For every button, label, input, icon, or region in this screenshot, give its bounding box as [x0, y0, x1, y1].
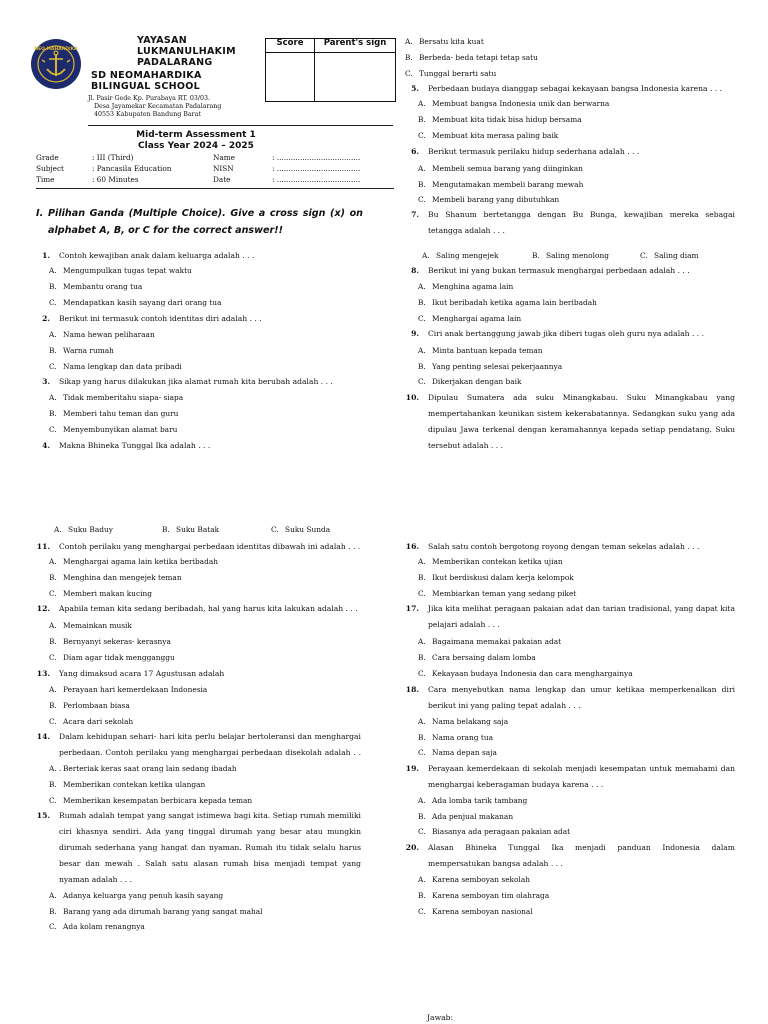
- option-letter: C.: [640, 251, 648, 260]
- option-text: Nama orang tua: [432, 733, 494, 742]
- option-letter: A.: [49, 621, 57, 630]
- question-number: 19.: [405, 764, 419, 773]
- option-text: Suku Batak: [176, 525, 220, 534]
- option-letter: A.: [49, 891, 57, 900]
- option-text: Suku Sunda: [285, 525, 331, 534]
- option-letter: A.: [418, 346, 426, 355]
- option-text: Membuat kita merasa paling baik: [432, 131, 559, 140]
- question-number: 1.: [42, 251, 50, 260]
- option-letter: C.: [418, 669, 426, 678]
- option-letter: A.: [418, 557, 426, 566]
- question-text: Contoh kewajiban anak dalam keluarga adalah . . .: [59, 251, 255, 260]
- option-letter: B.: [49, 701, 57, 710]
- option-letter: B.: [418, 891, 426, 900]
- option-text: Saling menolong: [546, 251, 609, 260]
- option-text: Memberikan contekan ketika ujian: [432, 557, 563, 566]
- question-number: 12.: [36, 604, 50, 613]
- option-letter: A.: [418, 637, 426, 646]
- option-letter: C.: [418, 131, 426, 140]
- option-text: Menghina agama lain: [432, 282, 514, 291]
- option-letter: C.: [49, 796, 57, 805]
- option-letter: C.: [49, 362, 57, 371]
- option-text: Memberikan contekan ketika ulangan: [63, 780, 206, 789]
- option-text: Memainkan musik: [63, 621, 132, 630]
- option-text: Tidak memberitahu siapa- siapa: [63, 393, 184, 402]
- option-text: Membeli barang yang dibutuhkan: [432, 195, 560, 204]
- question-text: Contoh perilaku yang menghargai perbedaan identitas dibawah ini adalah . . .: [59, 542, 361, 551]
- option-text: Ikut berdiskusi dalam kerja kelompok: [432, 573, 574, 582]
- option-letter: C.: [405, 69, 413, 78]
- section-title: I. Pilihan Ganda (Multiple Choice). Give a cross sign (x) on alphabet A, B, or C for the correct answer!!: [36, 208, 363, 236]
- option-letter: A.: [422, 251, 430, 260]
- score-label: Score: [266, 39, 315, 53]
- question-number: 17.: [405, 604, 419, 613]
- option-text: Ada lomba tarik tambang: [432, 796, 528, 805]
- option-letter: C.: [49, 425, 57, 434]
- student-info: Grade : III (Third) Name : .................................... Subject : Pancasila Education NISN : .................................... Time : 60 Minutes Date : ....................................: [36, 153, 361, 184]
- option-text: Nama depan saja: [432, 748, 497, 757]
- question-number: 18.: [405, 685, 419, 694]
- option-letter: B.: [162, 525, 170, 534]
- option-letter: C.: [49, 922, 57, 931]
- question-text: Makna Bhineka Tunggal Ika adalah . . .: [59, 441, 211, 450]
- option-text: Tunggal berarti satu: [419, 69, 497, 78]
- option-text: Mendapatkan kasih sayang dari orang tua: [63, 298, 222, 307]
- question-text: Perayaan kemerdekaan di sekolah menjadi kesempatan untuk memahami dan menghargai keberagaman budaya karena . . .: [428, 764, 735, 789]
- option-text: Biasanya ada peragaan pakaian adat: [432, 827, 571, 836]
- option-text: Memberi tahu teman dan guru: [63, 409, 179, 418]
- option-letter: A.: [418, 875, 426, 884]
- option-text: Acara dari sekolah: [63, 717, 134, 726]
- option-letter: C.: [418, 907, 426, 916]
- option-letter: A.: [49, 764, 57, 773]
- question-number: 20.: [405, 843, 419, 852]
- question-number: 16.: [405, 542, 419, 551]
- option-letter: A.: [418, 282, 426, 291]
- option-text: Bersatu kita kuat: [419, 37, 484, 46]
- option-letter: B.: [49, 907, 57, 916]
- question-number: 7.: [411, 210, 419, 219]
- info-divider: [36, 188, 394, 189]
- option-letter: B.: [418, 733, 426, 742]
- logo-text: NEO MAHARDIKA: [34, 47, 78, 52]
- option-text: Ada penjual makanan: [432, 812, 514, 821]
- option-text: Nama hewan peliharaan: [63, 330, 155, 339]
- option-letter: B.: [49, 573, 57, 582]
- question-text: Apabila teman kita sedang beribadah, hal yang harus kita lakukan adalah . . .: [59, 604, 358, 613]
- option-letter: C.: [418, 195, 426, 204]
- option-text: Diam agar tidak mengganggu: [63, 653, 175, 662]
- option-text: Karena semboyan sekolah: [432, 875, 531, 884]
- school-address: Jl. Pasir Gede Kp. Purabaya RT. 03/03. Desa Jayamekar Kecamatan Padalarang 40553 Kabupaten Bandung Barat: [88, 95, 222, 119]
- parent-sign-label: Parent's sign: [315, 39, 396, 53]
- question-text: Alasan Bhineka Tunggal Ika menjadi panduan Indonesia dalam mempersatukan bangsa adalah . . .: [428, 843, 735, 868]
- option-text: Nama belakang saja: [432, 717, 509, 726]
- option-letter: C.: [418, 827, 426, 836]
- question-text: Rumah adalah tempat yang sangat istimewa bagi kita. Setiap rumah memiliki ciri khasnya sendiri. Ada yang tinggal dirumah yang besar atau mungkin dirumah sederhana yang hangat dan nyaman. Rumah itu tidak selalu harus besar dan mewah . Salah satu alasan rumah bisa menjadi tempat yang nyaman adalah . . .: [59, 811, 361, 884]
- option-text: Berteriak keras saat orang lain sedang ibadah: [63, 764, 237, 773]
- option-text: Dikerjakan dengan baik: [432, 377, 522, 386]
- option-text: Bagaimana memakai pakaian adat: [432, 637, 562, 646]
- option-text: Menghargai agama lain ketika beribadah: [63, 557, 218, 566]
- option-text: Membantu orang tua: [63, 282, 143, 291]
- question-text: Perbedaan budaya dianggap sebagai kekayaan bangsa Indonesia karena . . .: [428, 84, 723, 93]
- option-letter: A.: [49, 685, 57, 694]
- question-text: Bu Shanum bertetangga dengan Bu Bunga, kewajiban mereka sebagai tetangga adalah . . .: [428, 210, 735, 235]
- nisn-field[interactable]: : ....................................: [272, 164, 361, 173]
- option-letter: C.: [418, 377, 426, 386]
- option-text: Barang yang ada dirumah barang yang sangat mahal: [63, 907, 263, 916]
- question-text: Salah satu contoh bergotong royong dengan teman sekelas adalah . . .: [428, 542, 700, 551]
- option-text: Membeli semua barang yang diinginkan: [432, 164, 583, 173]
- date-field[interactable]: : ....................................: [272, 175, 361, 184]
- option-text: Minta bantuan kepada teman: [432, 346, 543, 355]
- option-text: Bernyanyi sekeras- kerasnya: [63, 637, 171, 646]
- option-text: Warna rumah: [63, 346, 114, 355]
- option-text: Mengumpulkan tugas tepat waktu: [63, 266, 192, 275]
- option-letter: B.: [418, 573, 426, 582]
- question-text: Dipulau Sumatera ada suku Minangkabau. Suku Minangkabau yang mempertahankan keunikan sistem kekerabatannya. Sedangkan suku yang ada dipulau Jawa terkenal dengan keramahannya kepada setiap pendatang. Suku tersebut adalah . . .: [428, 393, 735, 450]
- foundation-name: YAYASAN LUKMANULHAKIM PADALARANG: [137, 35, 236, 68]
- option-text: Menghargai agama lain: [432, 314, 522, 323]
- option-text: Membuat bangsa Indonesia unik dan berwarna: [432, 99, 610, 108]
- option-text: Menghina dan mengejek teman: [63, 573, 182, 582]
- option-letter: C.: [418, 748, 426, 757]
- option-letter: B.: [49, 637, 57, 646]
- question-text: Jika kita melihat peragaan pakaian adat dan tarian tradisional, yang dapat kita pelajari adalah . . .: [428, 604, 735, 629]
- option-letter: A.: [405, 37, 413, 46]
- option-text: Ada kolam renangnya: [63, 922, 145, 931]
- question-text: Ciri anak bertanggung jawab jika diberi tugas oleh guru nya adalah . . .: [428, 329, 705, 338]
- question-number: 8.: [411, 266, 419, 275]
- option-letter: B.: [418, 653, 426, 662]
- option-text: Memberi makan kucing: [63, 589, 152, 598]
- score-box: [265, 38, 396, 102]
- option-letter: B.: [49, 346, 57, 355]
- question-text: Cara menyebutkan nama lengkap dan umur ketikaa memperkenalkan diri berikut ini yang paling tepat adalah . . .: [428, 685, 735, 710]
- question-number: 5.: [411, 84, 419, 93]
- option-text: Nama lengkap dan data pribadi: [63, 362, 182, 371]
- option-text: Mengutamakan membeli barang mewah: [432, 180, 584, 189]
- option-text: Memberikan kesempatan berbicara kepada teman: [63, 796, 253, 805]
- option-letter: A.: [49, 266, 57, 275]
- question-number: 11.: [36, 542, 50, 551]
- option-text: Berbeda- beda tetapi tetap satu: [419, 53, 538, 62]
- question-text: Sikap yang harus dilakukan jika alamat rumah kita berubah adalah . . .: [59, 377, 333, 386]
- exam-title: Mid-term Assessment 1 Class Year 2024 – 2025: [136, 130, 256, 151]
- option-letter: C.: [49, 653, 57, 662]
- option-text: Adanya keluarga yang penuh kasih sayang: [63, 891, 224, 900]
- option-letter: A.: [418, 99, 426, 108]
- option-letter: B.: [418, 812, 426, 821]
- option-text: Suku Baduy: [68, 525, 113, 534]
- option-letter: B.: [405, 53, 413, 62]
- question-number: 6.: [411, 147, 419, 156]
- score-field[interactable]: [266, 53, 315, 102]
- option-letter: A.: [49, 393, 57, 402]
- option-letter: A.: [418, 796, 426, 805]
- option-letter: A.: [49, 330, 57, 339]
- option-text: Cara bersaing dalam lomba: [432, 653, 536, 662]
- header-divider: [88, 125, 393, 126]
- option-letter: A.: [418, 717, 426, 726]
- option-letter: C.: [271, 525, 279, 534]
- answer-label: Jawab:: [427, 1013, 454, 1022]
- question-text: Berikut ini yang bukan termasuk menghargai perbedaan adalah . . .: [428, 266, 690, 275]
- question-text: Berikut termasuk perilaku hidup sederhana adalah . . .: [428, 147, 640, 156]
- option-letter: C.: [49, 298, 57, 307]
- option-letter: B.: [418, 362, 426, 371]
- option-text: Perayaan hari kemerdekaan Indonesia: [63, 685, 208, 694]
- question-number: 9.: [411, 329, 419, 338]
- option-letter: C.: [418, 314, 426, 323]
- option-letter: B.: [49, 780, 57, 789]
- question-number: 15.: [36, 811, 50, 820]
- name-field[interactable]: : ....................................: [272, 153, 361, 162]
- option-letter: A.: [54, 525, 62, 534]
- question-number: 2.: [42, 314, 50, 323]
- question-number: 10.: [405, 393, 419, 402]
- question-text: Dalam kehidupan sehari- hari kita perlu belajar bertoleransi dan menghargai perbedaan. Contoh perilaku yang menghargai perbedaan disekolah adalah . . .: [59, 732, 361, 773]
- question-text: Yang dimaksud acara 17 Agustusan adalah: [59, 669, 225, 678]
- parent-sign-field[interactable]: [315, 53, 396, 102]
- option-letter: A.: [418, 164, 426, 173]
- option-letter: B.: [418, 298, 426, 307]
- option-text: Saling diam: [654, 251, 699, 260]
- option-letter: A.: [49, 557, 57, 566]
- question-number: 4.: [42, 441, 50, 450]
- question-number: 14.: [36, 732, 50, 741]
- option-letter: B.: [49, 282, 57, 291]
- option-text: Membuat kita tidak bisa hidup bersama: [432, 115, 582, 124]
- option-letter: C.: [418, 589, 426, 598]
- option-text: Perlombaan biasa: [63, 701, 130, 710]
- option-letter: C.: [49, 717, 57, 726]
- option-letter: B.: [532, 251, 540, 260]
- option-text: Karena semboyan nasional: [432, 907, 533, 916]
- option-letter: B.: [418, 180, 426, 189]
- option-text: Membiarkan teman yang sedang piket: [432, 589, 577, 598]
- option-text: Menyembunyikan alamat baru: [63, 425, 178, 434]
- school-logo: [30, 38, 82, 90]
- question-text: Berikut ini termasuk contoh identitas diri adalah . . .: [59, 314, 262, 323]
- option-letter: C.: [49, 589, 57, 598]
- option-text: Karena semboyan tim olahraga: [432, 891, 550, 900]
- school-name: SD NEOMAHARDIKA BILINGUAL SCHOOL: [91, 70, 202, 92]
- option-letter: B.: [49, 409, 57, 418]
- question-number: 3.: [42, 377, 50, 386]
- option-text: Kekayaan budaya Indonesia dan cara menghargainya: [432, 669, 633, 678]
- question-number: 13.: [36, 669, 50, 678]
- option-text: Yang penting selesai pekerjaannya: [432, 362, 563, 371]
- option-text: Ikut beribadah ketika agama lain beribadah: [432, 298, 597, 307]
- option-text: Saling mengejek: [436, 251, 499, 260]
- option-letter: B.: [418, 115, 426, 124]
